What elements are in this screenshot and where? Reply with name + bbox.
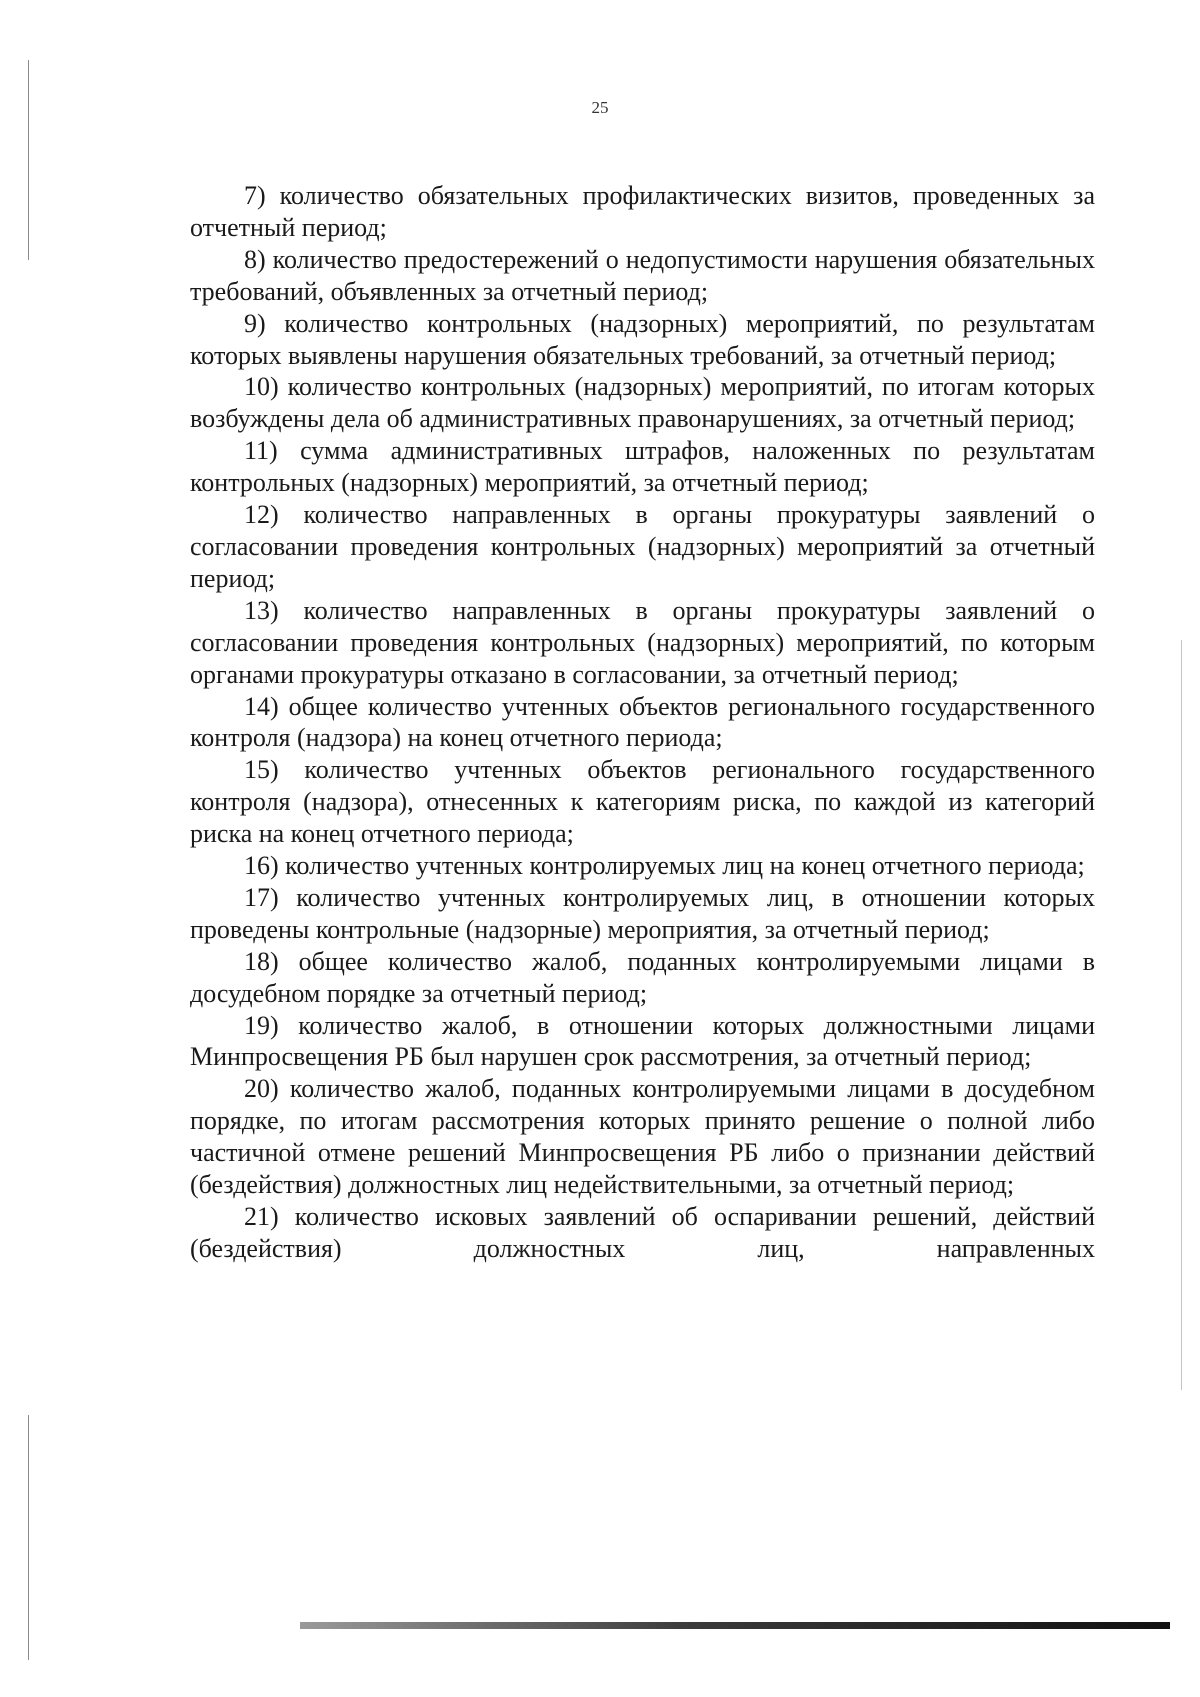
scan-edge-line-left-bottom (28, 1415, 29, 1660)
list-item: 17) количество учтенных контролируемых лиц, в отношении которых проведены контрольные (надзорные) мероприятия, за отчетный период; (190, 882, 1095, 944)
list-item: 13) количество направленных в органы прокуратуры заявлений о согласовании проведения контрольных (надзорных) мероприятий, по которым органами прокуратуры отказано в согласовании, за отчетный период; (190, 595, 1095, 689)
page-number: 25 (591, 98, 609, 117)
list-item: 15) количество учтенных объектов регионального государственного контроля (надзора), отнесенных к категориям риска, по каждой из категорий риска на конец отчетного периода; (190, 755, 1095, 849)
scan-edge-line-left-top (28, 60, 29, 260)
scan-edge-line-right (1181, 640, 1182, 1390)
list-item: 18) общее количество жалоб, поданных контролируемыми лицами в досудебном порядке за отчетный период; (190, 946, 1095, 1008)
list-item: 7) количество обязательных профилактических визитов, проведенных за отчетный период; (190, 181, 1095, 242)
list-item: 11) сумма административных штрафов, наложенных по результатам контрольных (надзорных) мероприятий, за отчетный период; (190, 436, 1095, 498)
list-item: 20) количество жалоб, поданных контролируемыми лицами в досудебном порядке, по итогам рассмотрения которых принято решение о полной либо частичной отмене решений Минпросвещения РБ либо о признании действий (бездействия) должностных лиц недействительными, за отчетный период; (190, 1074, 1095, 1200)
list-item: 16) количество учтенных контролируемых лиц на конец отчетного периода; (244, 851, 1085, 881)
list-item: 12) количество направленных в органы прокуратуры заявлений о согласовании проведения контрольных (надзорных) мероприятий за отчетный период; (190, 500, 1095, 593)
list-item: 19) количество жалоб, в отношении которых должностными лицами Минпросвещения РБ был нарушен срок рассмотрения, за отчетный период; (190, 1010, 1095, 1072)
document-body (190, 180, 1095, 1265)
footer-rule (300, 1622, 1170, 1629)
list-item: 9) количество контрольных (надзорных) мероприятий, по результатам которых выявлены нарушения обязательных требований, за отчетный период; (190, 308, 1095, 370)
list-item: 8) количество предостережений о недопустимости нарушения обязательных требований, объявленных за отчетный период; (190, 244, 1095, 306)
list-item: 21) количество исковых заявлений об оспаривании решений, действий (бездействия) должностных лиц, направленных (190, 1202, 1095, 1263)
list-item: 14) общее количество учтенных объектов регионального государственного контроля (надзора) на конец отчетного периода; (190, 691, 1095, 753)
list-item: 10) количество контрольных (надзорных) мероприятий, по итогам которых возбуждены дела об административных правонарушениях, за отчетный период; (190, 372, 1095, 434)
